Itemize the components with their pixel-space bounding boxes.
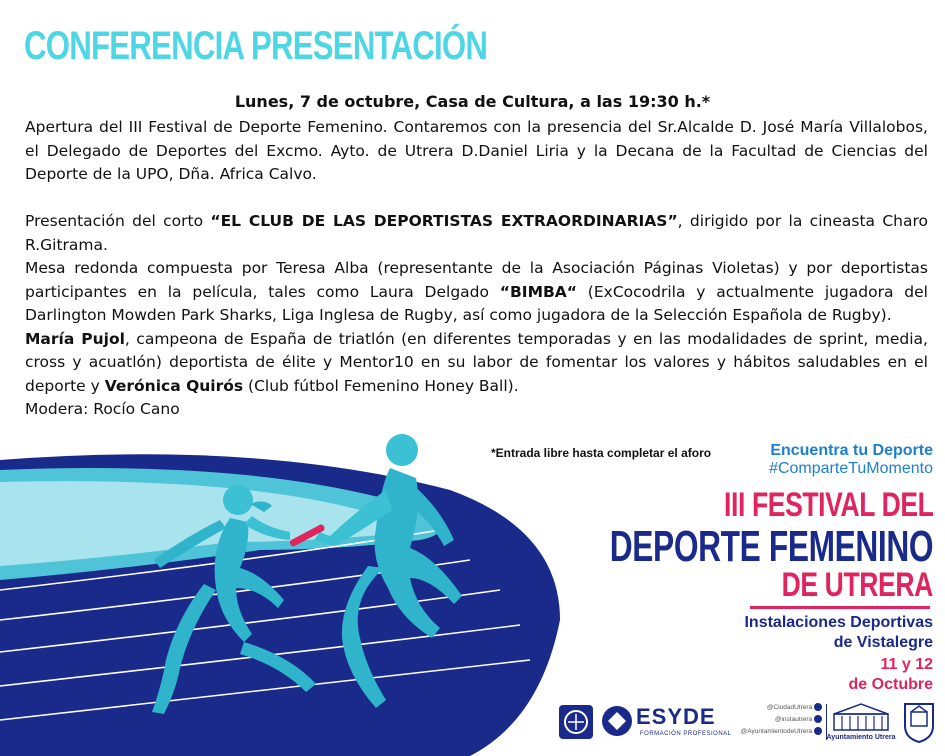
poster-tagline: Encuentra tu Deporte: [770, 442, 933, 459]
festival-title-line2: DEPORTE FEMENINO: [609, 522, 933, 571]
venue-line2: de Vistalegre: [833, 634, 933, 651]
film-paragraph: Presentación del corto “EL CLUB DE LAS DEPORTISTAS EXTRAORDINARIAS”, dirigido por la cineasta Charo R.Gitrama.: [25, 212, 928, 254]
social-handles: @CiudadUtrera @instautrera @AyuntamientodeUtrera: [728, 702, 822, 738]
festival-dates-line1: 11 y 12: [880, 656, 933, 673]
runners-relay-illustration: [140, 428, 470, 728]
esyde-logo-icon: [600, 704, 634, 738]
name-maria-pujol: María Pujol: [25, 329, 125, 348]
nickname-bimba: “BIMBA“: [499, 282, 577, 301]
free-entry-note: *Entrada libre hasta completar el aforo: [491, 446, 712, 460]
esyde-logo-subtitle: FORMACIÓN PROFESIONAL: [640, 731, 732, 737]
name-veronica-quiros: Verónica Quirós: [104, 376, 244, 395]
esyde-logo-text: ESYDE: [636, 704, 716, 729]
page-title: CONFERENCIA PRESENTACIÓN: [24, 24, 488, 68]
council-name: Ayuntamiento Utrera: [826, 734, 896, 741]
twitter-icon: [814, 703, 822, 711]
poster-hashtag: #ComparteTuMomento: [769, 460, 933, 477]
facebook-icon: [814, 727, 822, 735]
utrera-coat-of-arms-icon: [902, 700, 936, 744]
roundtable-paragraph: Mesa redonda compuesta por Teresa Alba (representante de la Asociación Páginas Violetas) y por deportistas participantes en la película, tales como Laura Delgado “BIMBA“ (ExCocodrila y actualmente jugadora del Darlington Mowden Park Sharks, Liga Inglesa de Rugby, así como jugadora de la Selección Española de Rugby).: [25, 259, 928, 324]
moderator-line: Modera: Rocío Cano: [25, 400, 180, 418]
festival-title-line1: III FESTIVAL DEL: [723, 486, 933, 524]
council-building-icon: [832, 702, 890, 732]
sponsor-logos-bar: [556, 700, 945, 750]
opening-paragraph: Apertura del III Festival de Deporte Femenino. Contaremos con la presencia del Sr.Alcalde D. José María Villalobos, el Delegado de Deportes del Excmo. Ayto. de Utrera D.Daniel Liria y la Decana de la Facultad de Ciencias del Deporte de la UPO, Dña. Africa Calvo.: [25, 118, 928, 183]
festival-title-line3: DE UTRERA: [781, 566, 933, 604]
poster-divider: [750, 606, 930, 609]
athletes-paragraph: María Pujol, campeona de España de triatlón (en diferentes temporadas y en las modalidades de sprint, media, cross y acuatlón) deportista de élite y Mentor10 en su labor de fomentar los valores y hábitos saludables en el deporte y Verónica Quirós (Club fútbol Femenino Honey Ball).: [25, 329, 928, 395]
sports-club-crest-icon: [558, 704, 594, 740]
instagram-icon: [814, 715, 822, 723]
event-description: [25, 116, 928, 422]
event-date-line: Lunes, 7 de octubre, Casa de Cultura, a las 19:30 h.*: [234, 92, 711, 111]
festival-dates-line2: de Octubre: [848, 676, 933, 693]
venue-line1: Instalaciones Deportivas: [744, 614, 933, 631]
film-title: “EL CLUB DE LAS DEPORTISTAS EXTRAORDINARIAS”: [210, 212, 678, 230]
